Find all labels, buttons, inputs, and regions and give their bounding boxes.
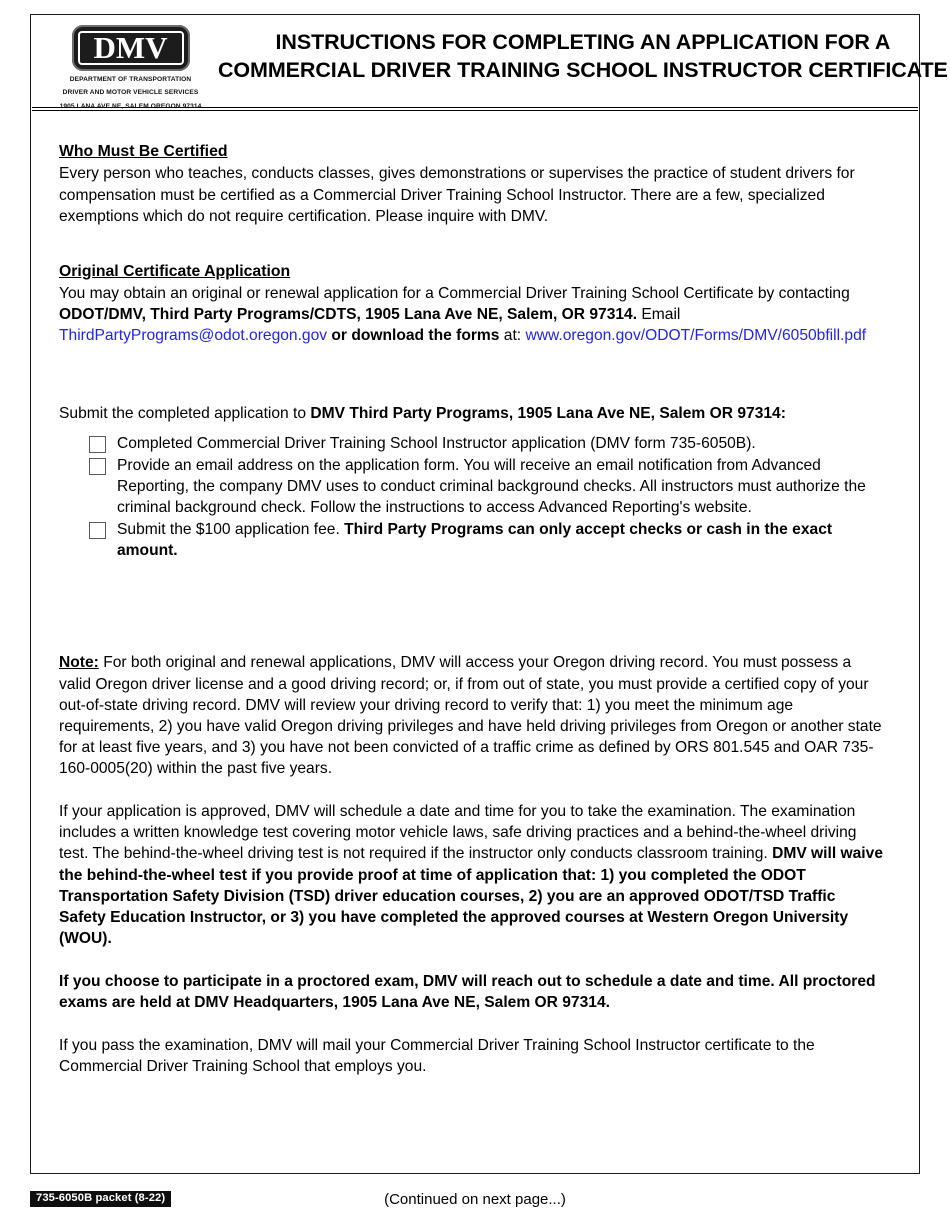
paragraph-note xyxy=(59,652,885,779)
oca-download-bold: or download the forms xyxy=(327,327,500,345)
forms-download-link[interactable]: www.oregon.gov/ODOT/Forms/DMV/6050bfill.pdf xyxy=(525,327,867,345)
dmv-logo-text: DMV xyxy=(93,29,168,65)
section-closing xyxy=(59,1035,885,1077)
paragraph-closing: If you pass the examination, DMV will mail your Commercial Driver Training School Instructor certificate to the Commercial Driver Training School that employs you. xyxy=(59,1037,815,1076)
section-heading-who-must-be-certified: Who Must Be Certified xyxy=(59,143,228,160)
note-label: Note: xyxy=(59,654,99,672)
checkbox-provide-email[interactable] xyxy=(89,458,106,475)
fee-text-bold: Third Party Programs can only accept checks or cash in the exact amount. xyxy=(117,521,833,560)
submit-intro-text: Submit the completed application to xyxy=(59,404,311,422)
logo-subtitle-line-3: 1905 LANA AVE NE, SALEM OREGON 97314 xyxy=(59,102,202,110)
spacer xyxy=(59,562,885,618)
document-body xyxy=(31,111,919,1078)
email-link[interactable]: ThirdPartyPrograms@odot.oregon.gov xyxy=(59,327,328,345)
page-title xyxy=(218,21,950,85)
section-examination xyxy=(59,801,885,949)
paragraph-who-must-be-certified: Every person who teaches, conducts classes, gives demonstrations or supervises the practice of student drivers for compensation must be certified as a Commercial Driver Training School Instructor. There are a few, specialized exemptions which do not require certification. Please inquire with DMV. xyxy=(59,165,855,225)
paragraph-original-certificate-application xyxy=(59,283,885,346)
submit-checklist xyxy=(59,433,885,562)
examination-plain-text: If your application is approved, DMV will schedule a date and time for you to take the examination. The examination includes a written knowledge test covering motor vehicle laws, safe driving practices and a behind-the-wheel driving test. The behind-the-wheel driving test is not required if the instructor only conducts classroom training. xyxy=(59,803,857,863)
spacer xyxy=(59,618,885,652)
checkbox-completed-application[interactable] xyxy=(89,436,106,453)
spacer xyxy=(59,1013,885,1035)
section-note xyxy=(59,652,885,779)
proctored-bold-text: If you choose to participate in a proctored exam, DMV will reach out to schedule a date and time. All proctored exams are held at DMV Headquarters, 1905 Lana Ave NE, Salem OR 97314. xyxy=(59,973,876,1012)
oca-text-3: at: xyxy=(499,327,526,345)
fee-text-plain: Submit the $100 application fee. xyxy=(117,521,345,539)
logo-subtitle-line-2: DRIVER AND MOTOR VEHICLE SERVICES xyxy=(62,89,199,97)
page-title-line-2: COMMERCIAL DRIVER TRAINING SCHOOL INSTRUCTOR CERTIFICATE xyxy=(218,57,948,82)
checklist-item-label: Completed Commercial Driver Training School Instructor application (DMV form 735-6050B). xyxy=(117,434,756,452)
section-who-must-be-certified xyxy=(59,141,885,227)
continued-note: (Continued on next page...) xyxy=(384,1190,566,1208)
page-title-line-1: INSTRUCTIONS FOR COMPLETING AN APPLICATION FOR A xyxy=(275,30,891,54)
note-body: For both original and renewal applications, DMV will access your Oregon driving record. You must possess a valid Oregon driver license and a good driving record; or, if from out of state, you must provide a certified copy of your out-of-state driving record. DMV will review your driving record to verify that: 1) you meet the minimum age requirements, 2) you have valid Oregon driving privileges and have held driving privileges from Oregon or another state for at least five years, and 3) you have not been convicted of a traffic crime as defined by ORS 801.545 and OAR 735-160-0005(20) within the past five years. xyxy=(59,654,882,778)
dmv-logo xyxy=(43,21,218,111)
section-proctored-exam xyxy=(59,971,885,1013)
checkbox-application-fee[interactable] xyxy=(89,522,106,539)
checklist-item[interactable] xyxy=(89,455,885,518)
oca-text-2: Email xyxy=(637,306,681,324)
section-original-certificate-application xyxy=(59,261,885,347)
dmv-badge-icon xyxy=(72,25,190,71)
checklist-item-label xyxy=(117,519,885,561)
spacer xyxy=(59,949,885,971)
submit-intro-address: DMV Third Party Programs, 1905 Lana Ave NE, Salem OR 97314: xyxy=(310,404,786,422)
spacer xyxy=(59,347,885,403)
paragraph-submit-intro xyxy=(59,403,885,424)
spacer xyxy=(59,227,885,261)
checklist-item[interactable] xyxy=(89,519,885,561)
document-header xyxy=(31,15,948,110)
oca-text-1: You may obtain an original or renewal application for a Commercial Driver Training School Certificate by contacting xyxy=(59,285,850,303)
oca-address-bold: ODOT/DMV, Third Party Programs/CDTS, 1905 Lana Ave NE, Salem, OR 97314. xyxy=(59,306,638,324)
examination-bold-text: DMV will waive the behind-the-wheel test if you provide proof at time of application that: 1) you completed the ODOT Transportation Safety Division (TSD) driver education courses, 2) you are an approved ODOT/TSD Traffic Safety Education Instructor, or 3) you have completed the approved courses at Western Oregon University (WOU). xyxy=(59,845,883,947)
checklist-item-label: Provide an email address on the application form. You will receive an email notification from Advanced Reporting, the company DMV uses to conduct criminal background checks. All instructors must authorize the criminal background check. Follow the instructions to access Advanced Reporting's website. xyxy=(117,456,866,517)
section-heading-original-certificate-application: Original Certificate Application xyxy=(59,262,291,280)
paragraph-proctored-exam xyxy=(59,971,885,1013)
page-frame xyxy=(30,14,948,1174)
section-submit-application xyxy=(59,403,885,562)
paragraph-examination xyxy=(59,801,885,949)
form-number-badge: 735-6050B packet (8-22) xyxy=(30,1191,171,1207)
spacer xyxy=(59,779,885,801)
logo-subtitle-line-1: DEPARTMENT OF TRANSPORTATION xyxy=(69,76,192,83)
checklist-item[interactable] xyxy=(89,433,885,454)
document-footer xyxy=(30,1188,920,1210)
